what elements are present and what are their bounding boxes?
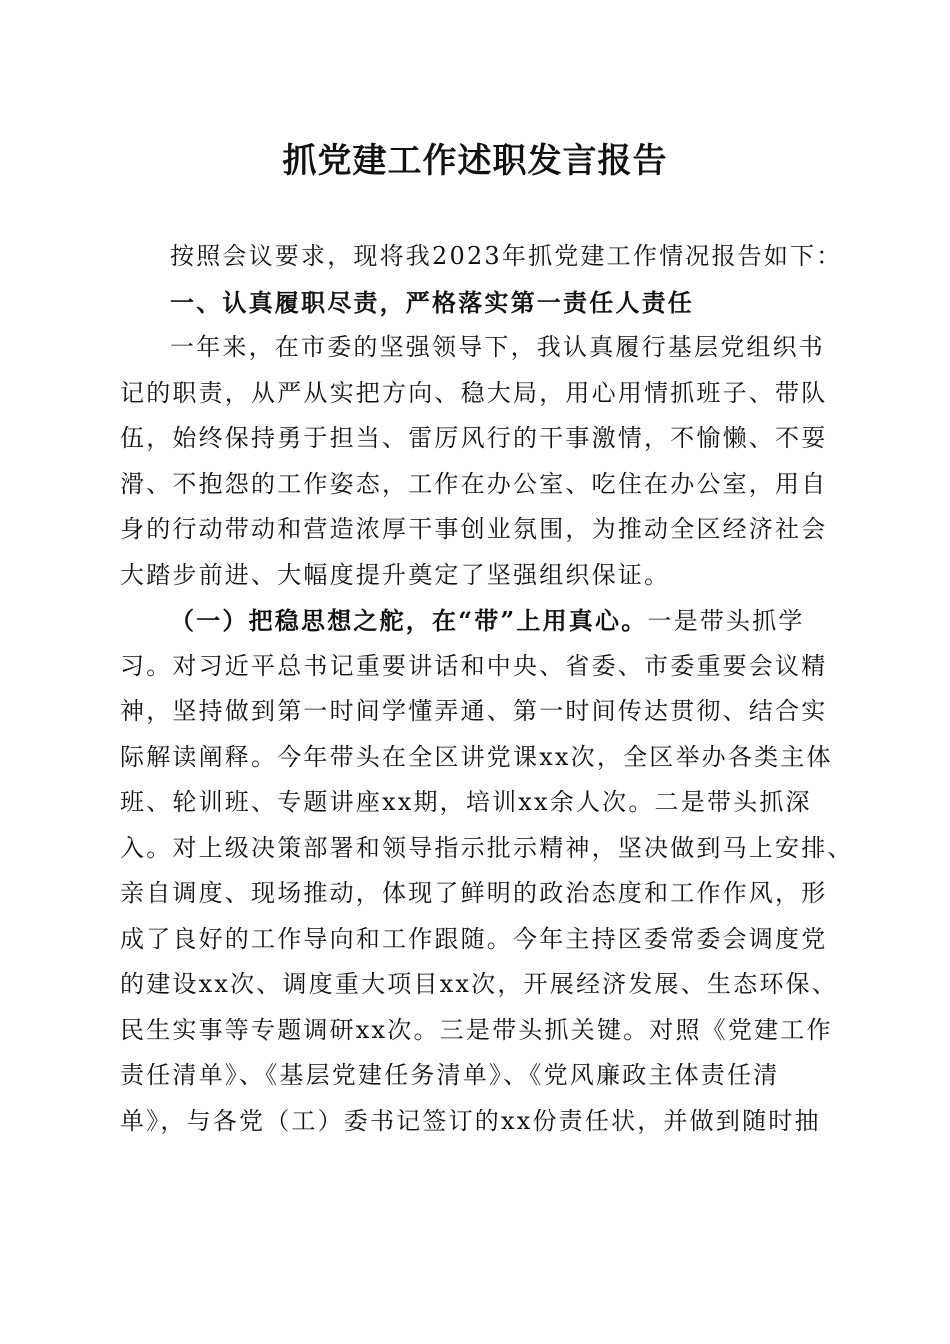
subsection-heading: （一）把稳思想之舵，在“带”上用真心。 [170,606,648,635]
subsection-first-line-text: 一是带头抓学 [647,607,805,635]
paragraph-line: 按照会议要求，现将我2023年抓党建工作情况报告如下： [170,242,843,270]
document-title: 抓党建工作述职发言报告 [282,141,668,181]
paragraph-line: 滑、不抱怨的工作姿态，工作在办公室、吃住在办公室，用自 [120,469,828,498]
paragraph-line: 班、轮训班、专题讲座xx期，培训xx余人次。二是带头抓深 [120,788,812,816]
paragraph-line: 习。对习近平总书记重要讲话和中央、省委、市委重要会议精 [120,651,828,680]
section-heading: 一、认真履职尽责，严格落实第一责任人责任 [170,287,694,317]
paragraph-line: 大踏步前进、大幅度提升奠定了坚强组织保证。 [120,560,671,589]
paragraph-line: 亲自调度、现场推动，体现了鲜明的政治态度和工作作风，形 [120,879,828,907]
paragraph-line: 责任清单》、《基层党建任务清单》、《党风廉政主体责任清 [120,1061,780,1089]
paragraph-line: 的建设xx次、调度重大项目xx次，开展经济发展、生态环保、 [120,970,838,998]
paragraph-line: 一年来，在市委的坚强领导下，我认真履行基层党组织书 [170,333,825,361]
paragraph-line: 单》，与各党（工）委书记签订的xx份责任状，并做到随时抽 [120,1106,821,1135]
paragraph-line: 际解读阐释。今年带头在全区讲党课xx次，全区举办各类主体 [120,742,833,771]
document-body [120,234,854,1144]
paragraph-line: 成了良好的工作导向和工作跟随。今年主持区委常委会调度党 [120,924,828,953]
paragraph-line: 伍，始终保持勇于担当、雷厉风行的干事激情，不愉懒、不耍 [120,424,828,452]
paragraph-line: 入。对上级决策部署和领导指示批示精神，坚决做到马上安排、 [120,833,854,862]
paragraph-line: 记的职责，从严从实把方向、稳大局，用心用情抓班子、带队 [120,378,828,407]
paragraph-line: 身的行动带动和营造浓厚干事创业氛围，为推动全区经济社会 [120,515,828,543]
subsection-first-line [120,598,832,644]
paragraph-line: 民生实事等专题调研xx次。三是带头抓关键。对照《党建工作 [120,1015,833,1044]
paragraph-line: 神，坚持做到第一时间学懂弄通、第一时间传达贯彻、结合实 [120,697,828,725]
